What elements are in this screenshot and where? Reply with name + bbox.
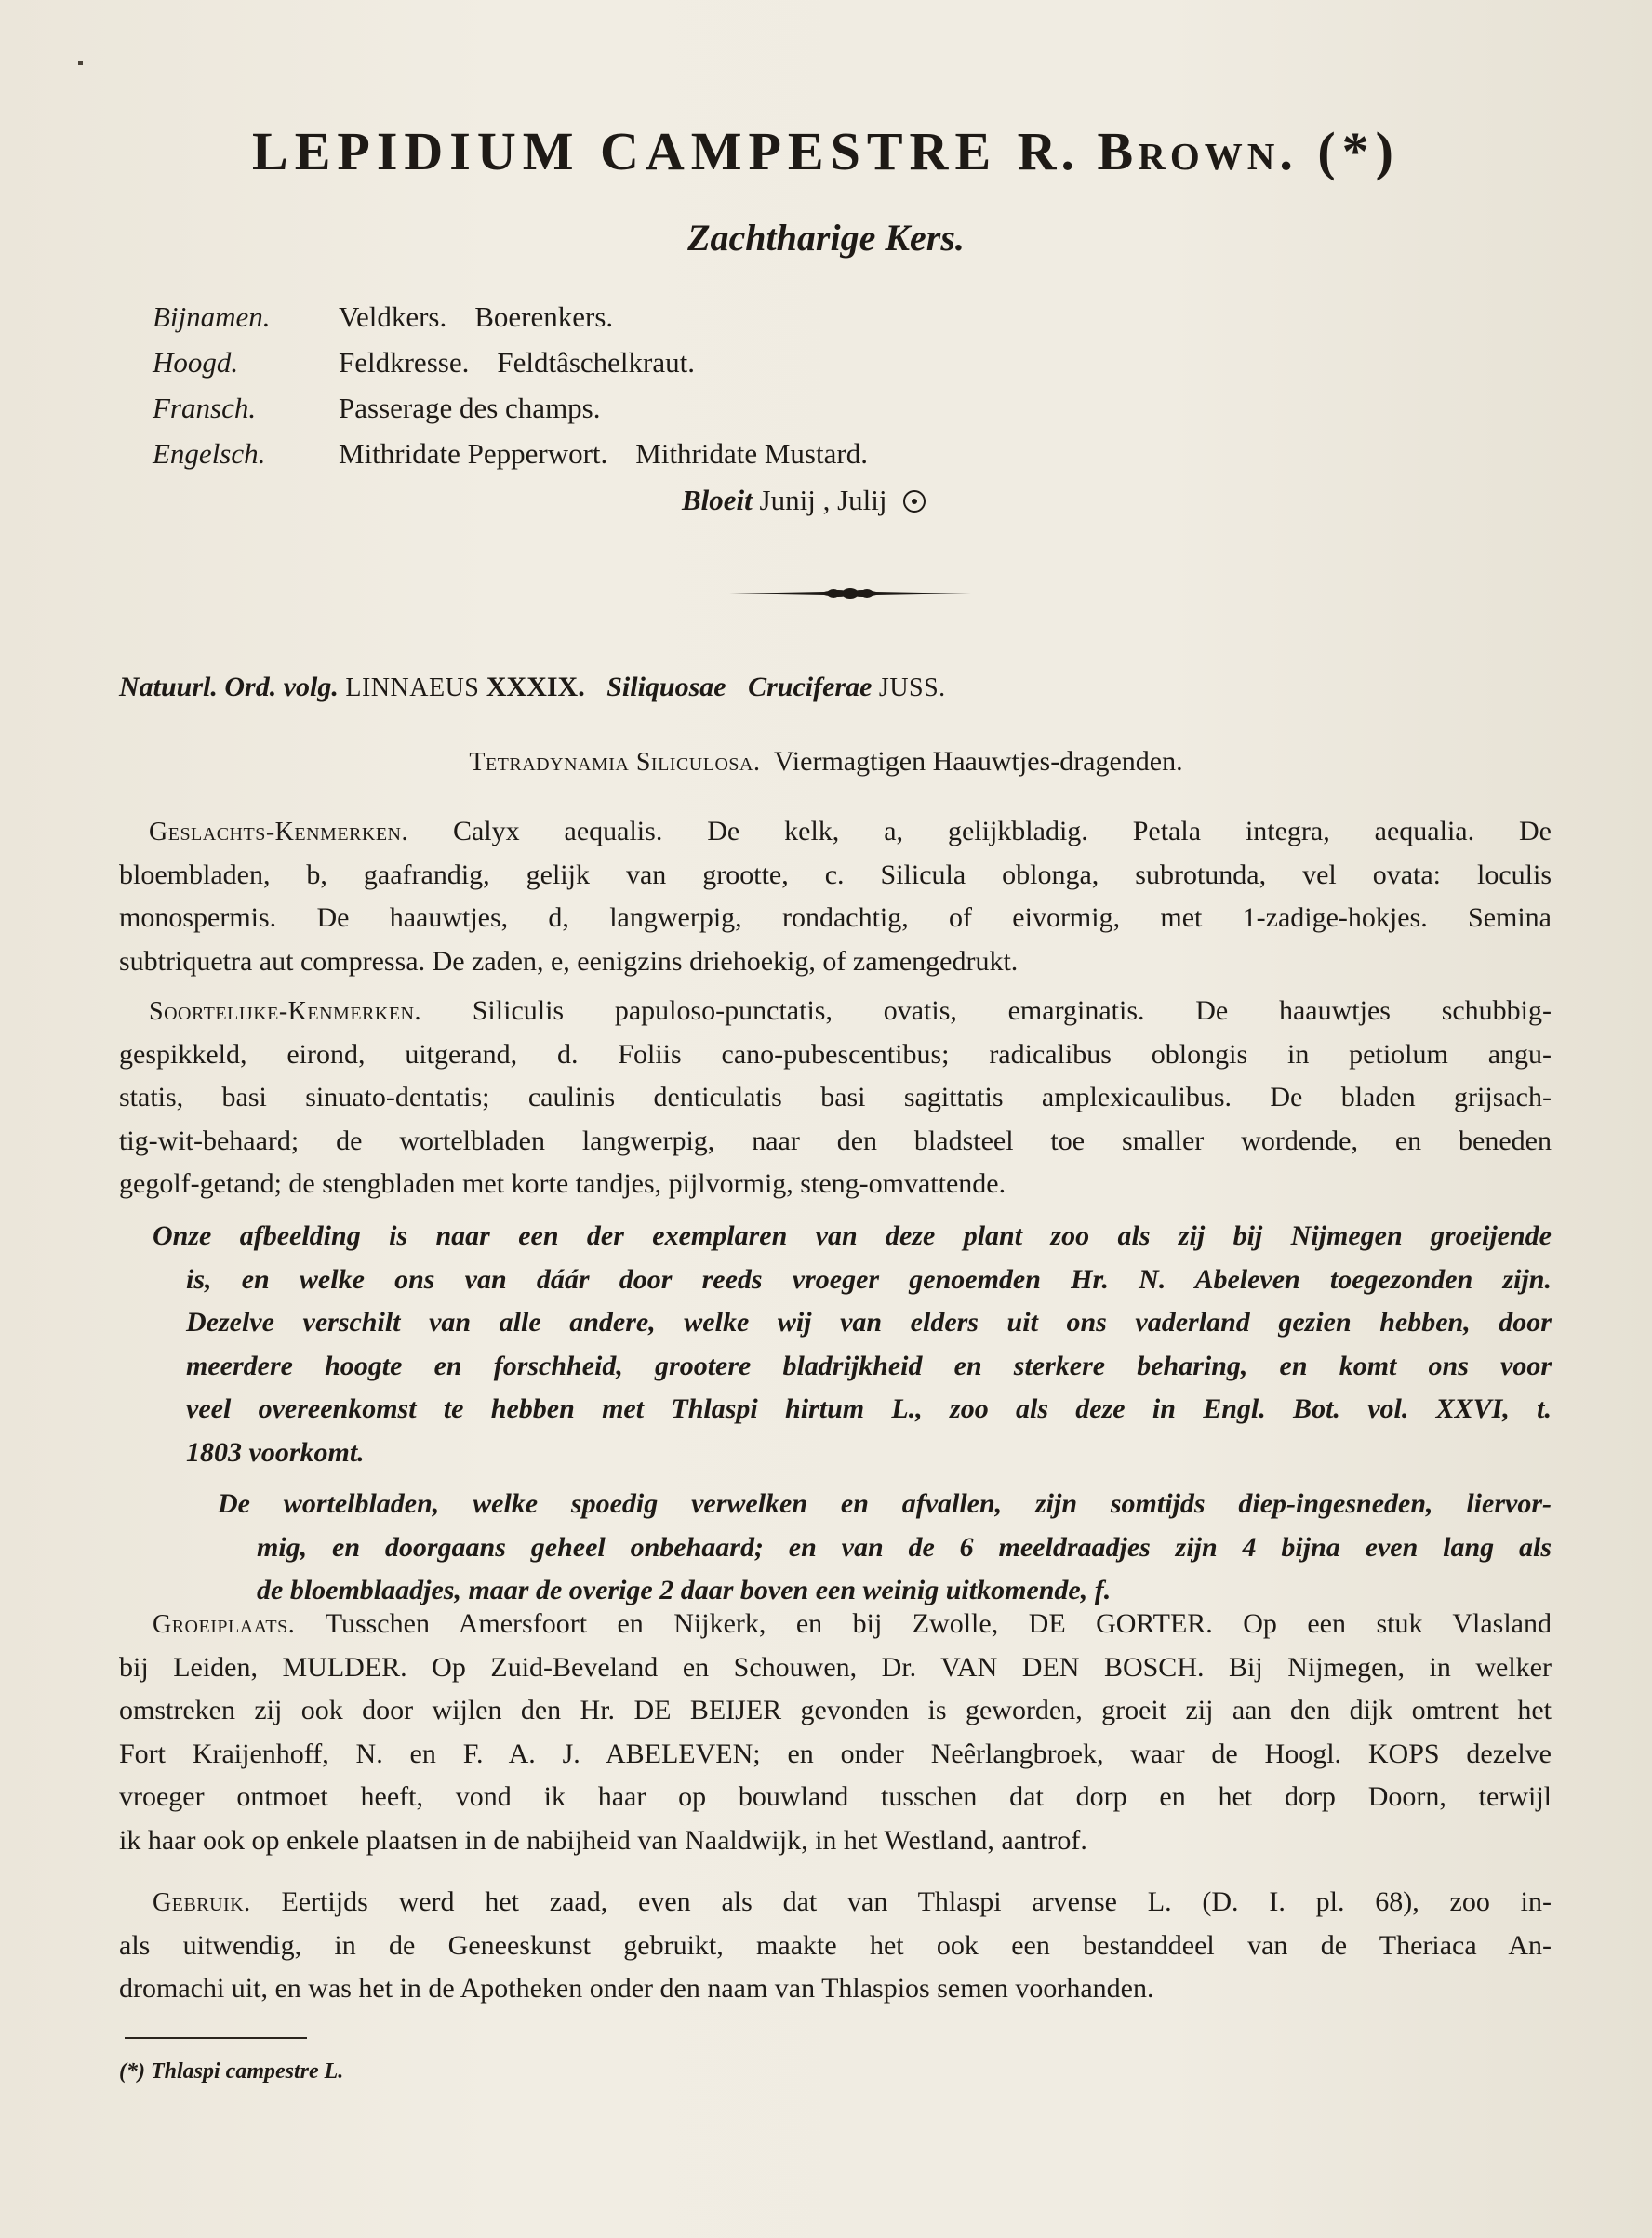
- natuurl-cruciferae: Cruciferae: [748, 672, 873, 702]
- text-line: 1803 voorkomt.: [186, 1436, 365, 1468]
- names-label: Fransch.: [153, 392, 257, 424]
- text-line: Fort Kraijenhoff, N. en F. A. J. ABELEVEN; en onder Neêrlangbroek, waar de Hoogl. KOPS dezelve: [119, 1738, 1552, 1769]
- bloei-label: Bloeit: [682, 484, 753, 516]
- text-line: Onze afbeelding is naar een der exemplaren van deze plant zoo als zij bij Nijmegen groeijende: [153, 1220, 1552, 1251]
- ornament-divider-icon: [727, 584, 973, 603]
- names-value: Feldkresse.: [339, 346, 470, 379]
- text-line: bij Leiden, MULDER. Op Zuid-Beveland en Schouwen, Dr. VAN DEN BOSCH. Bij Nijmegen, in welker: [119, 1651, 1552, 1683]
- names-label: Engelsch.: [153, 437, 266, 470]
- names-row-hoogd: [153, 340, 868, 385]
- names-value: Boerenkers.: [474, 300, 614, 333]
- text-line: Siliculis papuloso-punctatis, ovatis, emarginatis. De haauwtjes schubbig-: [472, 995, 1552, 1026]
- annual-symbol-icon: [903, 490, 926, 513]
- text-line: dromachi uit, en was het in de Apotheken onder den naam van Thlaspios semen voorhanden.: [119, 1973, 1154, 2004]
- text-line: omstreken zij ook door wijlen den Hr. DE BEIJER gevonden is geworden, groeit zij aan den dijk omtrent het: [119, 1695, 1552, 1725]
- section-heading: Soortelijke-Kenmerken.: [149, 997, 421, 1026]
- names-value: Passerage des champs.: [339, 392, 601, 424]
- groeiplaats: [119, 1603, 1552, 1862]
- footnote: (*) Thlaspi campestre L.: [119, 2059, 344, 2084]
- footnote-rule: [125, 2037, 307, 2039]
- text-line: bloembladen, b, gaafrandig, gelijk van grootte, c. Silicula oblonga, subrotunda, vel ovata: loculis: [119, 859, 1552, 890]
- names-label: Hoogd.: [153, 346, 239, 379]
- names-value: Feldtâschelkraut.: [497, 346, 695, 379]
- afbeelding-note: [153, 1215, 1552, 1474]
- tetra-system: Tetradynamia Siliculosa.: [469, 748, 761, 777]
- names-value: Veldkers.: [339, 300, 447, 333]
- wortelbladen-note: [218, 1483, 1552, 1613]
- vernacular-names: [153, 294, 868, 476]
- natuurl-order: XXXIX.: [486, 672, 585, 702]
- text-line: Calyx aequalis. De kelk, a, gelijkbladig. Petala integra, aequalia. De: [452, 816, 1552, 846]
- bloei-months: Junij , Julij: [759, 484, 887, 516]
- text-line: de bloemblaadjes, maar de overige 2 daar boven een weinig uitkomende, f.: [257, 1575, 1112, 1605]
- text-line: statis, basi sinuato-dentatis; caulinis denticulatis basi sagittatis amplexicaulibus. De bladen grijsach-: [119, 1082, 1552, 1112]
- natuurl-juss: JUSS.: [878, 673, 946, 702]
- text-line: Dezelve verschilt van alle andere, welke wij van elders uit ons vaderland gezien hebben, door: [186, 1307, 1552, 1338]
- tetra-dutch: Viermagtigen Haauwtjes-dragenden.: [773, 746, 1183, 777]
- text-line: meerdere hoogte en forschheid, grootere bladrijkheid en sterkere beharing, en komt ons voor: [186, 1350, 1552, 1381]
- names-value: Mithridate Pepperwort.: [339, 437, 608, 470]
- text-line: De wortelbladen, welke spoedig verwelken en afvallen, zijn somtijds diep-ingesneden, liervor-: [218, 1488, 1552, 1519]
- natuurl-label: Natuurl. Ord. volg.: [119, 672, 339, 702]
- natuurl-siliquosae: Siliquosae: [606, 672, 726, 702]
- text-line: ik haar ook op enkele plaatsen in de nabijheid van Naaldwijk, in het Westland, aantrof.: [119, 1824, 1087, 1856]
- section-heading: Geslachts-Kenmerken.: [149, 818, 408, 846]
- natuurl-linnaeus: LINNAEUS: [345, 673, 480, 702]
- names-row-engelsch: [153, 431, 868, 476]
- names-row-fransch: [153, 385, 868, 431]
- title-mark: (*): [1317, 121, 1400, 181]
- text-line: subtriquetra aut compressa. De zaden, e, eenigzins driehoekig, of zamengedrukt.: [119, 945, 1019, 977]
- print-mark: [78, 61, 83, 65]
- title-species: LEPIDIUM CAMPESTRE: [252, 121, 998, 181]
- text-line: gespikkeld, eirond, uitgerand, d. Foliis cano-pubescentibus; radicalibus oblongis in petiolum angu-: [119, 1038, 1552, 1070]
- text-line: gegolf-getand; de stengbladen met korte tandjes, pijlvormig, steng-omvattende.: [119, 1168, 1006, 1199]
- names-label: Bijnamen.: [153, 300, 271, 333]
- linnaean-class: [0, 746, 1652, 778]
- text-line: vroeger ontmoet heeft, vond ik haar op bouwland tusschen dat dorp en het dorp Doorn, terwijl: [119, 1781, 1552, 1812]
- text-line: is, en welke ons van dáár door reeds vroeger genoemden Hr. N. Abeleven toegezonden zijn.: [186, 1263, 1552, 1295]
- text-line: tig-wit-behaard; de wortelbladen langwerpig, naar den bladsteel toe smaller wordende, en beneden: [119, 1125, 1552, 1156]
- gebruik: [119, 1881, 1552, 2011]
- text-line: mig, en doorgaans geheel onbehaard; en van de 6 meeldraadjes zijn 4 bijna even lang als: [257, 1531, 1552, 1563]
- geslachts-kenmerken: [119, 810, 1552, 983]
- text-line: veel overeenkomst te hebben met Thlaspi hirtum L., zoo als deze in Engl. Bot. vol. XXVI, t.: [186, 1393, 1552, 1424]
- page-title: [0, 119, 1652, 184]
- text-line: monospermis. De haauwtjes, d, langwerpig, rondachtig, of eivormig, met 1-zadige-hokjes. Semina: [119, 902, 1552, 933]
- section-heading: Groeiplaats.: [153, 1610, 296, 1639]
- names-value: Mithridate Mustard.: [635, 437, 868, 470]
- text-line: Tusschen Amersfoort en Nijkerk, en bij Zwolle, DE GORTER. Op een stuk Vlasland: [325, 1608, 1552, 1639]
- names-row-bijnamen: [153, 294, 868, 340]
- common-name: Zachtharige Kers.: [687, 217, 965, 259]
- natural-order-line: [119, 672, 946, 703]
- soortelijke-kenmerken: [119, 990, 1552, 1206]
- text-line: Eertijds werd het zaad, even als dat van Thlaspi arvense L. (D. I. pl. 68), zoo in-: [281, 1886, 1552, 1917]
- text-line: als uitwendig, in de Geneeskunst gebruikt, maakte het ook een bestanddeel van de Theriaca An-: [119, 1929, 1552, 1961]
- flowering-period: [682, 484, 926, 517]
- section-heading: Gebruik.: [153, 1888, 251, 1917]
- title-author: R. Brown.: [1017, 121, 1298, 181]
